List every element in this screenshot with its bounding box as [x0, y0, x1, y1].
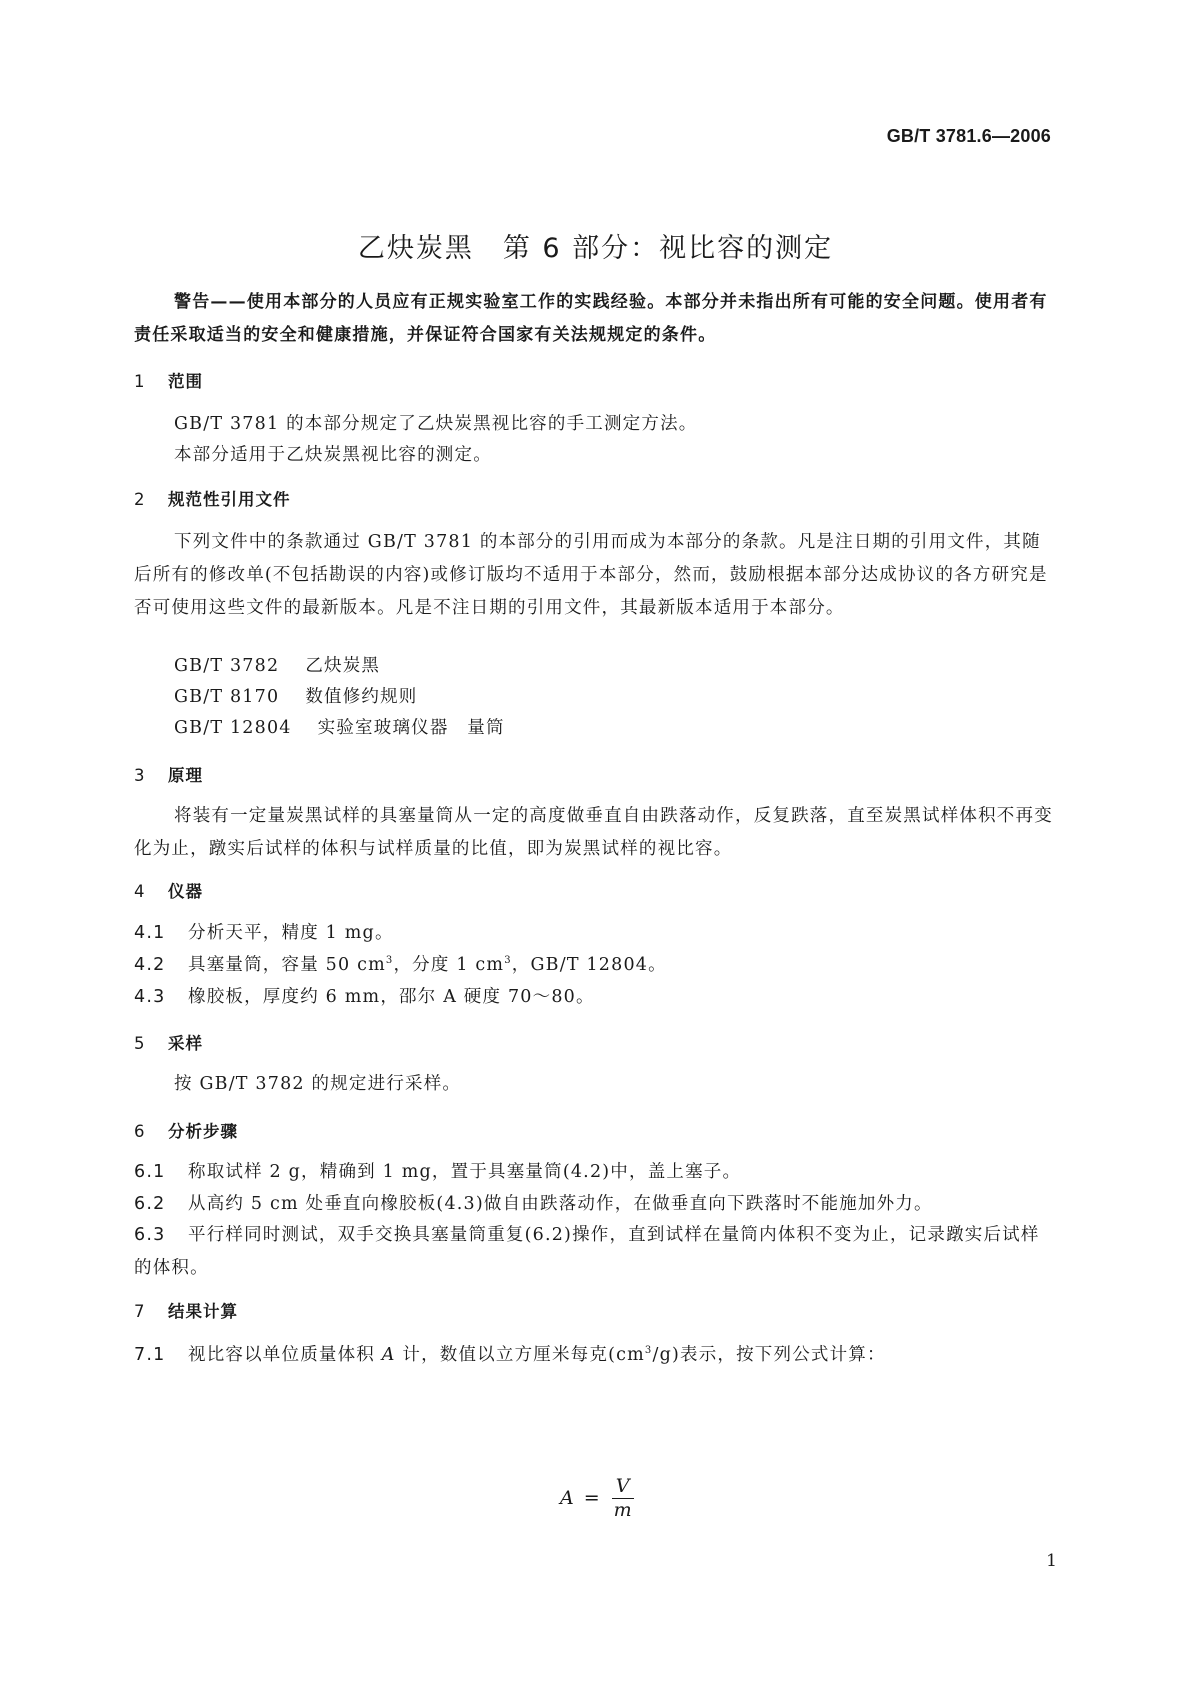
item-text: 分析天平，精度 1 mg。	[188, 923, 394, 943]
warning-paragraph: 警告——使用本部分的人员应有正规实验室工作的实践经验。本部分并未指出所有可能的安全问题。使用者有责任采取适当的安全和健康措施，并保证符合国家有关法规规定的条件。	[134, 292, 1048, 345]
section-title: 分析步骤	[168, 1122, 238, 1141]
apparatus-item	[134, 951, 667, 976]
item-text: 视比容以单位质量体积	[188, 1345, 382, 1365]
section-number: 5	[134, 1034, 146, 1053]
section-title: 原理	[168, 766, 203, 785]
apparatus-item	[134, 983, 595, 1008]
calculation-item	[134, 1341, 886, 1366]
reference-item	[174, 652, 380, 677]
section-title: 规范性引用文件	[168, 490, 291, 509]
section-1-heading	[134, 368, 203, 392]
superscript: 3	[644, 1345, 653, 1357]
reference-item	[174, 714, 505, 739]
superscript: 3	[504, 955, 512, 967]
item-text: 平行样同时测试，双手交换具塞量筒重复(6.2)操作，直到试样在量筒内体积不变为止，记录蹾实后试样的体积。	[134, 1225, 1040, 1278]
section-title: 仪器	[168, 882, 203, 901]
item-number: 6.2	[134, 1194, 166, 1214]
section-number: 6	[134, 1122, 146, 1141]
principle-paragraph: 将装有一定量炭黑试样的具塞量筒从一定的高度做垂直自由跌落动作，反复跌落，直至炭黑试样体积不再变化为止，蹾实后试样的体积与试样质量的比值，即为炭黑试样的视比容。	[134, 806, 1053, 859]
section-number: 7	[134, 1302, 146, 1321]
reference-name: 乙炔炭黑	[305, 656, 381, 676]
scope-line-2: 本部分适用于乙炔炭黑视比容的测定。	[174, 445, 492, 465]
item-text: 称取试样 2 g，精确到 1 mg，置于具塞量筒(4.2)中，盖上塞子。	[188, 1162, 742, 1182]
item-number: 6.1	[134, 1162, 166, 1182]
procedure-item	[134, 1190, 933, 1215]
item-number: 4.3	[134, 987, 166, 1007]
section-7-heading	[134, 1298, 238, 1322]
section-number: 1	[134, 372, 146, 391]
section-4-heading	[134, 878, 203, 902]
formula-fraction	[610, 1474, 636, 1521]
formula	[560, 1474, 636, 1521]
item-text: ，GB/T 12804。	[511, 955, 667, 975]
item-number: 7.1	[134, 1345, 166, 1365]
reference-name: 数值修约规则	[305, 687, 418, 707]
section-number: 4	[134, 882, 146, 901]
procedure-item	[134, 1219, 1056, 1285]
document-title: 乙炔炭黑 第 6 部分：视比容的测定	[357, 233, 834, 264]
item-text: 计，数值以立方厘米每克(cm	[395, 1345, 645, 1365]
formula-numerator: V	[612, 1474, 634, 1499]
item-text: ，分度 1 cm	[393, 955, 505, 975]
reference-code: GB/T 12804	[174, 718, 292, 738]
reference-code: GB/T 8170	[174, 687, 280, 707]
item-text: 具塞量筒，容量 50 cm	[188, 955, 386, 975]
apparatus-item	[134, 919, 394, 944]
section-number: 2	[134, 490, 146, 509]
procedure-item	[134, 1158, 741, 1183]
formula-denominator: m	[613, 1499, 632, 1521]
section-title: 范围	[168, 372, 203, 391]
page-number: 1	[1046, 1551, 1057, 1571]
sampling-line: 按 GB/T 3782 的规定进行采样。	[174, 1074, 462, 1094]
section-2-heading	[134, 486, 291, 510]
item-number: 6.3	[134, 1225, 166, 1245]
formula-equals: =	[583, 1486, 600, 1509]
standard-number: GB/T 3781.6—2006	[886, 126, 1051, 146]
item-text: /g)表示，按下列公式计算：	[652, 1345, 886, 1365]
superscript: 3	[385, 955, 394, 967]
reference-name: 实验室玻璃仪器 量筒	[317, 718, 505, 738]
item-number: 4.1	[134, 923, 166, 943]
section-3-heading	[134, 762, 203, 786]
section-title: 结果计算	[168, 1302, 238, 1321]
section-5-heading	[134, 1030, 203, 1054]
item-text: 从高约 5 cm 处垂直向橡胶板(4.3)做自由跌落动作，在做垂直向下跌落时不能施加外力。	[188, 1194, 933, 1214]
formula-lhs: A	[560, 1486, 574, 1509]
reference-code: GB/T 3782	[174, 656, 280, 676]
section-title: 采样	[168, 1034, 203, 1053]
section-number: 3	[134, 766, 146, 785]
item-number: 4.2	[134, 955, 166, 975]
section-6-heading	[134, 1118, 238, 1142]
scope-line-1: GB/T 3781 的本部分规定了乙炔炭黑视比容的手工测定方法。	[174, 414, 698, 434]
item-text: 橡胶板，厚度约 6 mm，邵尔 A 硬度 70～80。	[188, 987, 595, 1007]
variable-a: A	[381, 1345, 396, 1365]
reference-item	[174, 683, 418, 708]
normative-references-paragraph: 下列文件中的条款通过 GB/T 3781 的本部分的引用而成为本部分的条款。凡是注日期的引用文件，其随后所有的修改单(不包括勘误的内容)或修订版均不适用于本部分，然而，鼓励根据本部分达成协议的各方研究是否可使用这些文件的最新版本。凡是不注日期的引用文件，其最新版本适用于本部分。	[134, 532, 1048, 618]
